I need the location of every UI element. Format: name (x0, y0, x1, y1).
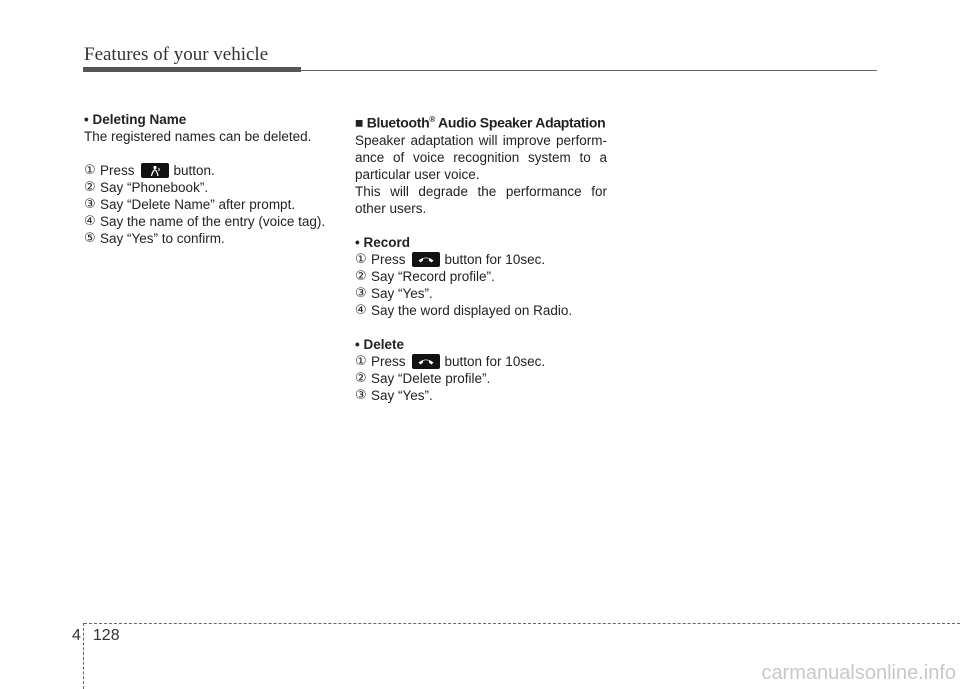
delete-step-2 (355, 370, 607, 387)
left-step-4 (84, 213, 329, 230)
step-text: Say the word displayed on Radio. (371, 302, 573, 318)
step-text: Say “Yes”. (371, 387, 433, 403)
step-number: ② (355, 370, 367, 386)
deleting-name-heading: • Deleting Name (84, 112, 187, 127)
step-text: Say “Yes”. (371, 285, 433, 301)
step-text: Say “Delete Name” after prompt. (100, 197, 296, 212)
step-text-after: button. (173, 163, 215, 178)
step-text: Say the name of the entry (voice tag). (100, 214, 326, 229)
left-step-5 (84, 230, 329, 247)
step-text: Say “Record profile”. (371, 268, 495, 284)
step-number: ③ (84, 197, 96, 212)
record-heading: • Record (355, 234, 410, 250)
section-title-main: Bluetooth (366, 114, 430, 131)
chapter-number: 4 (72, 627, 81, 644)
section-title (355, 111, 607, 132)
step-text: Say “Delete profile”. (371, 370, 491, 386)
adaptation-paragraph-2: This will degrade the performance for other users. (355, 183, 607, 216)
delete-heading: • Delete (355, 336, 404, 352)
record-step-2 (355, 268, 607, 285)
delete-step-1 (355, 353, 607, 370)
step-number: ③ (355, 387, 367, 403)
footer-dashed-rule (84, 623, 960, 624)
section-title-rest: Audio Speaker Adaptation (434, 114, 606, 131)
voice-talk-icon (141, 163, 169, 178)
left-step-1 (84, 162, 329, 179)
header-rule-thick (83, 67, 301, 72)
phone-hangup-icon (412, 354, 440, 369)
record-step-1 (355, 251, 607, 268)
step-text-before: Press (371, 353, 406, 369)
right-column (355, 111, 607, 404)
record-step-3 (355, 285, 607, 302)
registered-mark: ® (429, 115, 435, 124)
record-step-4 (355, 302, 607, 319)
left-step-2 (84, 179, 329, 196)
step-number: ② (84, 180, 96, 195)
step-number: ③ (355, 285, 367, 301)
step-text: Say “Phonebook”. (100, 180, 209, 195)
step-number: ① (355, 251, 367, 267)
step-text-before: Press (371, 251, 406, 267)
step-number: ① (355, 353, 367, 369)
step-number: ⑤ (84, 231, 96, 246)
step-text-before: Press (100, 163, 135, 178)
page-header-title: Features of your vehicle (84, 44, 269, 65)
header-rule-thin (301, 70, 877, 71)
left-column (84, 111, 329, 247)
phone-hangup-icon (412, 252, 440, 267)
delete-step-3 (355, 387, 607, 404)
step-number: ④ (84, 214, 96, 229)
page-number-value: 128 (92, 627, 120, 644)
left-step-3 (84, 196, 329, 213)
step-text-after: button for 10sec. (444, 251, 546, 267)
section-marker: ■ (355, 114, 364, 131)
step-number: ④ (355, 302, 367, 318)
adaptation-paragraph-1: Speaker adaptation will improve perform- ance of voice recognition system to a particular user voice. (355, 132, 607, 182)
page-number (72, 627, 120, 645)
step-number: ② (355, 268, 367, 284)
step-text: Say “Yes” to confirm. (100, 231, 225, 246)
step-text-after: button for 10sec. (444, 353, 546, 369)
step-number: ① (84, 163, 96, 178)
deleting-name-intro: The registered names can be deleted. (84, 129, 312, 144)
watermark: carmanualsonline.info (761, 662, 956, 684)
